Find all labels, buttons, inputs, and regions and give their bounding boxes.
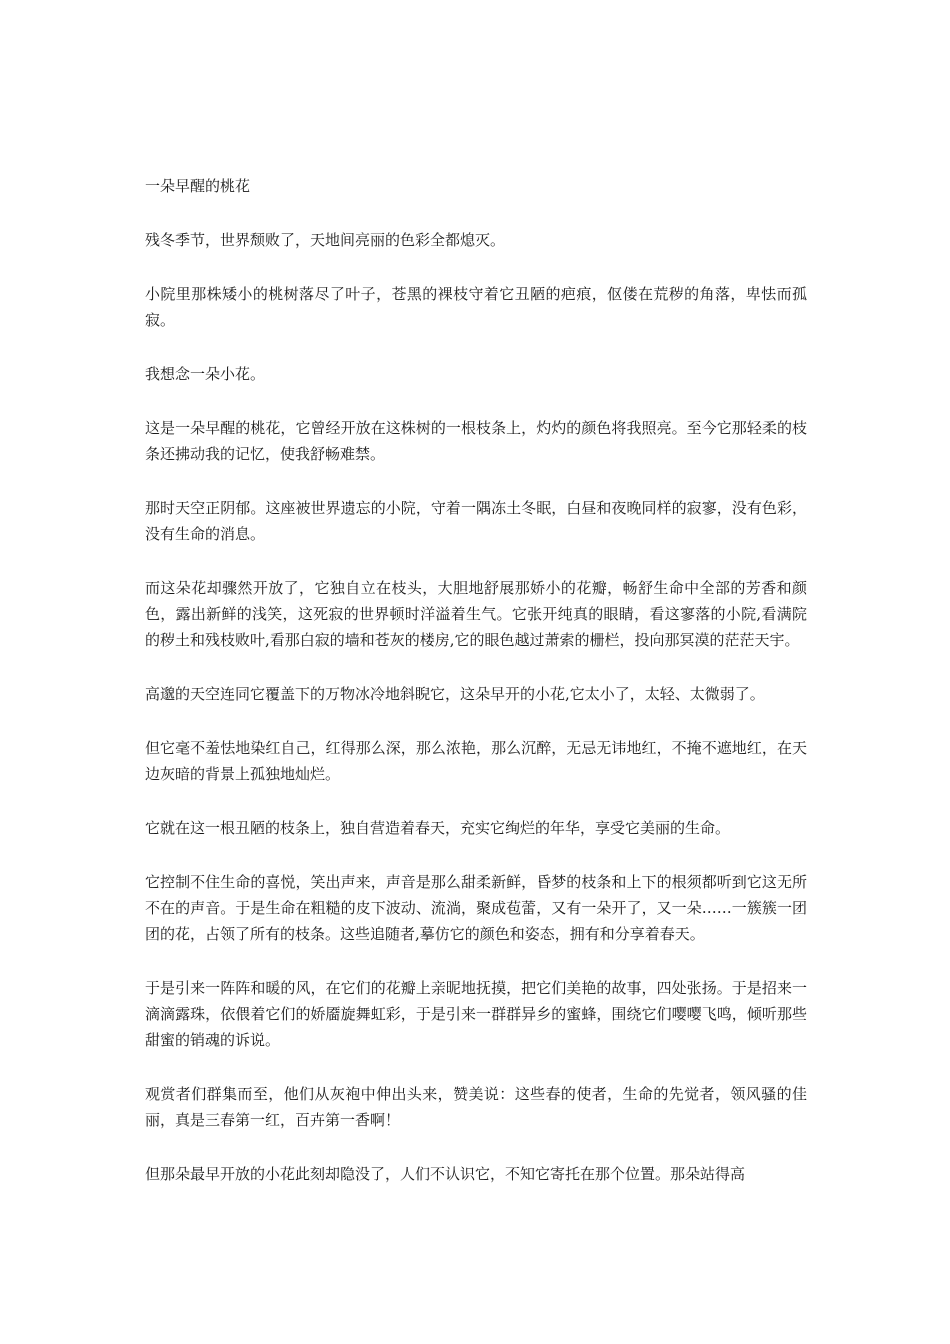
paragraph-7: 高邈的天空连同它覆盖下的万物冰冷地斜睨它，这朵早开的小花,它太小了，太轻、太微弱了。 bbox=[145, 685, 765, 703]
paragraph-12: 观赏者们群集而至，他们从灰袍中伸出头来，赞美说：这些春的使者，生命的先觉者，领风骚的佳丽，真是三春第一红，百卉第一香啊！ bbox=[145, 1085, 807, 1129]
document-title: 一朵早醒的桃花 bbox=[145, 177, 251, 195]
paragraph-11: 于是引来一阵阵和暖的风，在它们的花瓣上亲昵地抚摸，把它们美艳的故事，四处张扬。于是招来一滴滴露珠，依偎着它们的娇靥旋舞虹彩，于是引来一群群异乡的蜜蜂，围绕它们嘤嘤飞鸣，倾听那些甜蜜的销魂的诉说。 bbox=[145, 979, 807, 1049]
paragraph-5: 那时天空正阴郁。这座被世界遗忘的小院，守着一隅冻土冬眠，白昼和夜晚同样的寂寥，没有色彩，没有生命的消息。 bbox=[145, 499, 807, 543]
paragraph-2: 小院里那株矮小的桃树落尽了叶子，苍黑的裸枝守着它丑陋的疤痕，伛偻在荒秽的角落，卑怯而孤寂。 bbox=[145, 285, 807, 329]
paragraph-13: 但那朵最早开放的小花此刻却隐没了，人们不认识它，不知它寄托在那个位置。那朵站得高 bbox=[145, 1165, 746, 1183]
paragraph-6: 而这朵花却骤然开放了，它独自立在枝头，大胆地舒展那娇小的花瓣，畅舒生命中全部的芳香和颜色，露出新鲜的浅笑，这死寂的世界顿时洋溢着生气。它张开纯真的眼睛，看这寥落的小院,看满院的秽土和残枝败叶,看那白寂的墙和苍灰的楼房,它的眼色越过萧索的栅栏，投向那冥漠的茫茫天宇。 bbox=[145, 579, 807, 649]
paragraph-3: 我想念一朵小花。 bbox=[145, 365, 266, 383]
paragraph-4: 这是一朵早醒的桃花，它曾经开放在这株树的一根枝条上，灼灼的颜色将我照亮。至今它那轻柔的枝条还拂动我的记忆，使我舒畅难禁。 bbox=[145, 419, 807, 463]
paragraph-8: 但它毫不羞怯地染红自己，红得那么深，那么浓艳，那么沉醉，无忌无讳地红，不掩不遮地红，在天边灰暗的背景上孤独地灿烂。 bbox=[145, 739, 807, 783]
paragraph-9: 它就在这一根丑陋的枝条上，独自营造着春天，充实它绚烂的年华，享受它美丽的生命。 bbox=[145, 819, 731, 837]
paragraph-10: 它控制不住生命的喜悦，笑出声来，声音是那么甜柔新鲜，昏梦的枝条和上下的根须都听到它这无所不在的声音。于是生命在粗糙的皮下波动、流淌，聚成苞蕾，又有一朵开了，又一朵……一簇簇一团团的花，占领了所有的枝条。这些追随者,摹仿它的颜色和姿态，拥有和分享着春天。 bbox=[145, 873, 807, 943]
paragraph-1: 残冬季节，世界颓败了，天地间亮丽的色彩全都熄灭。 bbox=[145, 231, 506, 249]
document-body bbox=[145, 173, 807, 1215]
